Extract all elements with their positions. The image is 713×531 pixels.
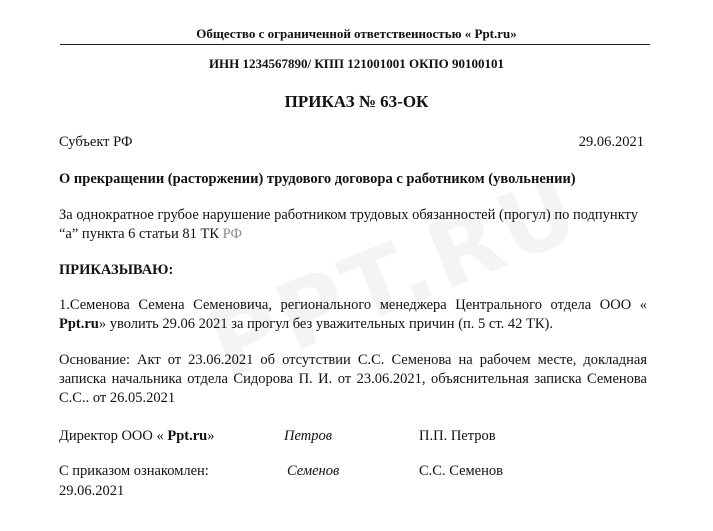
- organization-requisites: ИНН 1234567890/ КПП 121001001 ОКПО 90100101: [208, 56, 505, 71]
- order-item-1: [59, 296, 647, 334]
- director-label-suffix: »: [207, 428, 215, 444]
- employee-signature: Семенов: [287, 463, 340, 479]
- order-place: Субъект РФ: [59, 134, 133, 150]
- order-date: 29.06.2021: [578, 134, 644, 150]
- order-item-1-prefix: 1.Семенова Семена Семеновича, регионального менеджера Центрального отдела ООО «: [59, 297, 647, 313]
- order-item-1-brand: Ppt.ru: [59, 316, 99, 332]
- director-signature: Петров: [284, 428, 332, 444]
- employee-name: С.С. Семенов: [419, 463, 503, 479]
- order-subject: О прекращении (расторжении) трудового договора с работником (увольнении): [59, 171, 576, 187]
- order-title: ПРИКАЗ № 63-ОК: [284, 92, 429, 111]
- order-item-1-suffix: » уволить 29.06 2021 за прогул без уважительных причин (п. 5 ст. 42 ТК).: [98, 316, 553, 332]
- order-basis: Основание: Акт от 23.06.2021 об отсутствии С.С. Семенова на рабочем месте, докладная записка начальника отдела Сидорова П. И. от 23.06.2021, объяснительная записка Семенова С.С.. от 26.05.2021: [59, 352, 647, 406]
- order-command: ПРИКАЗЫВАЮ:: [59, 262, 174, 278]
- director-label-prefix: Директор ООО «: [59, 428, 168, 444]
- acknowledged-label: С приказом ознакомлен:: [59, 463, 209, 479]
- order-reason-text: За однократное грубое нарушение работником трудовых обязанностей (прогул) по подпункту “а” пункта 6 статьи 81 ТК: [59, 207, 638, 242]
- acknowledged-date: 29.06.2021: [59, 483, 125, 499]
- header-divider: [60, 44, 650, 45]
- director-label-brand: Ppt.ru: [167, 428, 208, 444]
- order-reason: [59, 206, 647, 244]
- organization-name: Общество с ограниченной ответственностью « Ppt.ru»: [196, 26, 517, 41]
- director-name: П.П. Петров: [419, 428, 496, 444]
- director-label: [59, 428, 215, 445]
- order-reason-tail: РФ: [222, 226, 242, 242]
